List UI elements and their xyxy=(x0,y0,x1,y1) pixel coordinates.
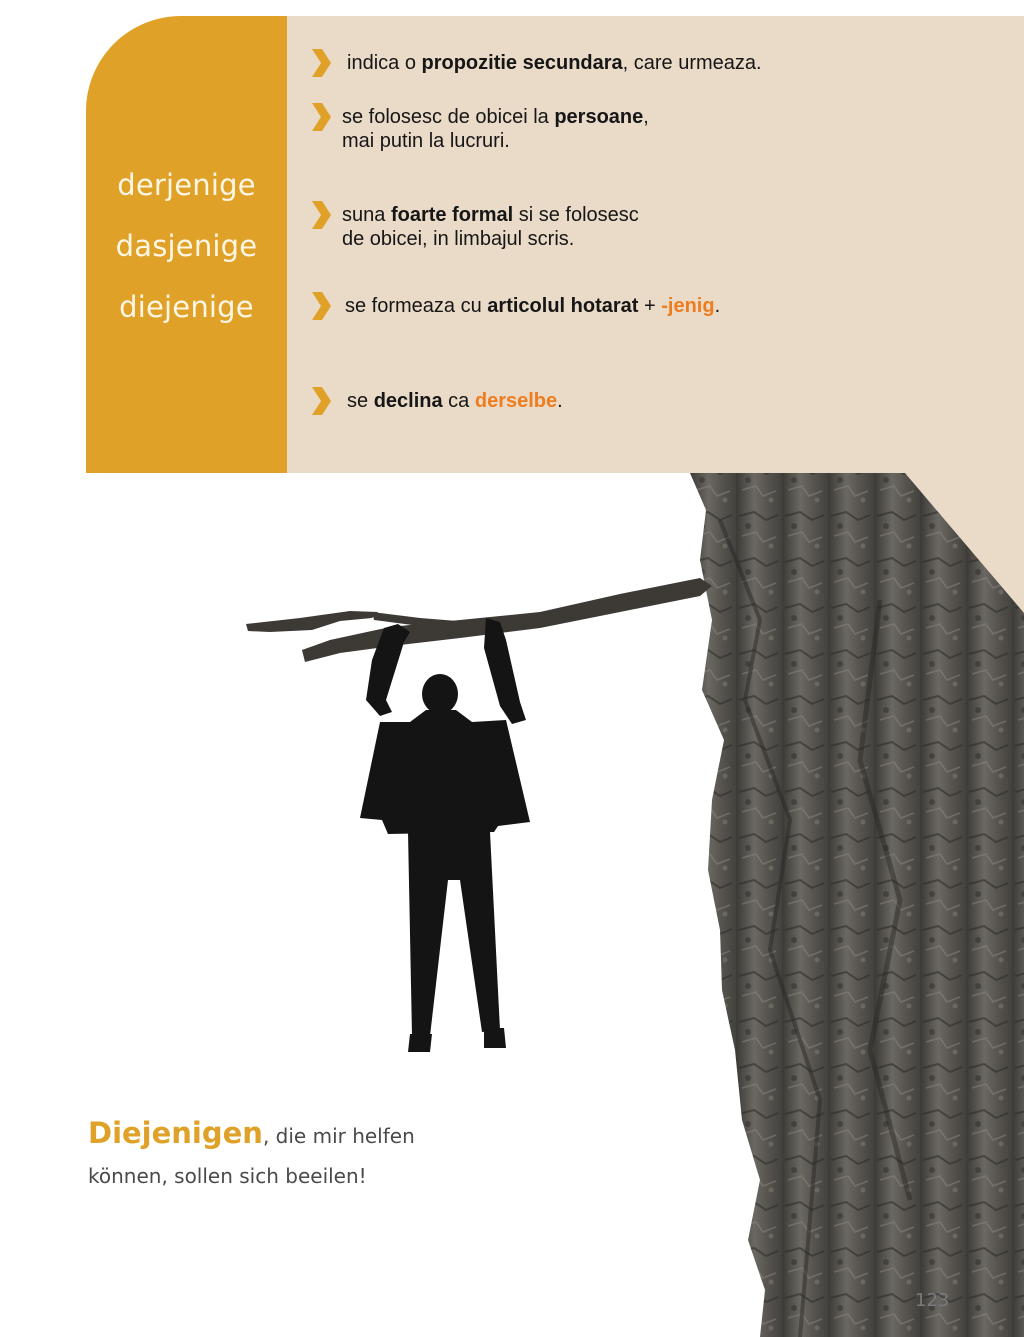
rule-text-part: declina xyxy=(373,390,443,412)
rule-text-part: derselbe xyxy=(474,390,558,412)
rule-text-part: -jenig xyxy=(661,295,715,317)
rule-text-part: . xyxy=(714,295,721,317)
rule-text-part: se xyxy=(347,390,374,412)
rule-text-part: . xyxy=(557,390,563,412)
example-line1: , die mir helfen xyxy=(262,1124,415,1148)
rule-text-part: ca xyxy=(442,390,475,412)
rule-text-part: mai putin la lucruri. xyxy=(342,130,510,152)
rule-text-part: persoane xyxy=(554,106,644,128)
page-number: 123 xyxy=(915,1290,950,1311)
hanging-man xyxy=(360,618,530,1052)
rule-text-part: , xyxy=(643,106,649,128)
rule-text-part: + xyxy=(638,295,662,317)
term-derjenige: derjenige xyxy=(117,168,256,202)
rule-text-part: suna xyxy=(342,204,391,226)
rule-text-part: indica o xyxy=(347,52,422,74)
example-line2: können, sollen sich beeilen! xyxy=(88,1164,367,1188)
rule-text-part: articolul hotarat xyxy=(487,295,639,317)
example-highlight: Diejenigen xyxy=(88,1116,263,1150)
term-diejenige: diejenige xyxy=(119,290,254,324)
rule-text-part: si se folosesc xyxy=(513,204,639,226)
rule-text-part: foarte formal xyxy=(390,204,514,226)
rule-text-part: se formeaza cu xyxy=(345,295,488,317)
rule-text-part: de obicei, in limbajul scris. xyxy=(342,228,575,250)
rule-text-part: propozitie secundara xyxy=(421,52,623,74)
term-dasjenige: dasjenige xyxy=(115,229,258,263)
rock-cliff xyxy=(690,473,1024,1337)
rule-text-part: , care urmeaza. xyxy=(622,52,762,74)
rule-text-part: se folosesc de obicei la xyxy=(342,106,555,128)
branch xyxy=(246,578,712,662)
example-sentence xyxy=(88,1113,415,1196)
